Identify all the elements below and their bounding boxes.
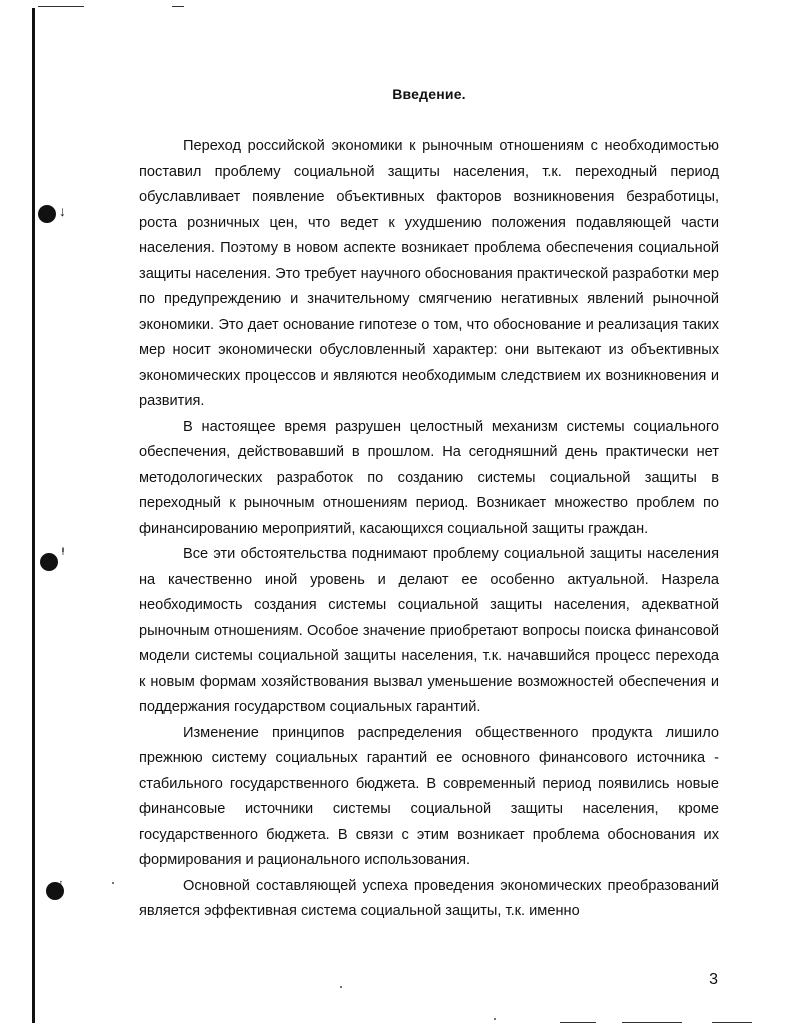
bottom-scan-mark	[622, 1022, 682, 1023]
page-left-edge-line	[32, 8, 35, 1023]
binder-hole-mark	[38, 205, 56, 223]
scan-speck	[340, 986, 342, 988]
paragraph: В настоящее время разрушен целостный механизм системы социального обеспечения, действовавший в прошлом. На сегодняшний день практически нет методологических разработок по созданию системы социальной защиты в переходный к рыночным отношениям период. Возникает множество проблем по финансированию мероприятий, касающихся социальной защиты граждан.	[139, 418, 719, 537]
top-scan-mark	[172, 6, 184, 7]
scan-speck	[494, 1018, 496, 1020]
binder-tick-mark: ᵗ	[60, 880, 63, 891]
bottom-scan-mark	[560, 1022, 596, 1023]
page-number: 3	[709, 971, 718, 988]
scan-speck	[112, 882, 114, 884]
binder-tick-mark: ᵎ	[62, 543, 64, 559]
paragraph: Все эти обстоятельства поднимают проблему социальной защиты населения на качественно иной уровень и делают ее особенно актуальной. Назрела необходимость создания системы социальной защиты населения, адекватной рыночным отношениям. Особое значение приобретают вопросы поиска финансовой модели системы социальной защиты населения, т.к. начавшийся процесс перехода к новым формам хозяйствования вызвал уменьшение возможностей обеспечения и поддержания государством социальных гарантий.	[139, 546, 719, 715]
bottom-scan-mark	[712, 1022, 752, 1023]
top-scan-mark	[38, 6, 84, 7]
paragraph: Переход российской экономики к рыночным отношениям с необходимостью поставил проблему социальной защиты населения, т.к. переходный период обуславливает появление объективных факторов возникновения безработицы, роста розничных цен, что ведет к ухудшению положения подавляющей части населения. Поэтому в новом аспекте возникает проблема обеспечения социальной защиты населения. Это требует научного обоснования практической разработки мер по предупреждению и значительному смягчению негативных явлений рыночной экономики. Это дает основание гипотезе о том, что обоснование и реализация таких мер носит экономически обусловленный характер: они вытекают из объективных экономических процессов и являются необходимым следствием их возникновения и развития.	[139, 138, 719, 409]
document-body	[139, 134, 719, 925]
paragraph: Изменение принципов распределения общественного продукта лишило прежнюю систему социальных гарантий ее основного финансового источника - стабильного государственного бюджета. В современный период появились новые финансовые источники системы социальной защиты населения, кроме государственного бюджета. В связи с этим возникает проблема обоснования их формирования и рационального использования.	[139, 724, 719, 868]
binder-tick-mark: ↓	[59, 203, 66, 219]
binder-hole-mark	[40, 553, 58, 571]
document-title: Введение.	[392, 86, 466, 102]
paragraph: Основной составляющей успеха проведения экономических преобразований является эффективная система социальной защиты, т.к. именно	[139, 877, 719, 919]
